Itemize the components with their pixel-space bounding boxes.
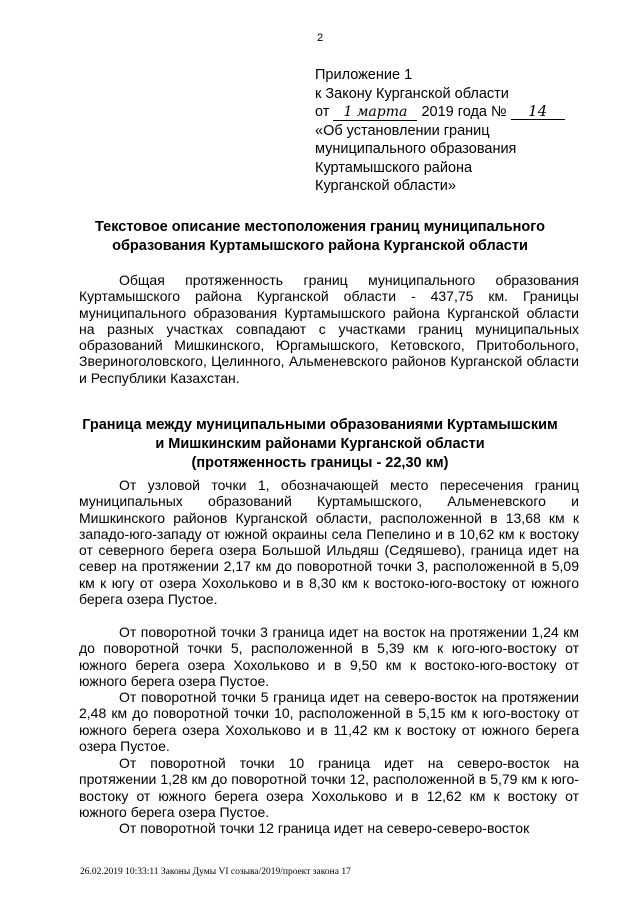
handwritten-date: 1 марта (333, 105, 417, 121)
appendix-line: муниципального образования (315, 141, 517, 157)
appendix-line: Куртамышского района (315, 159, 473, 176)
appendix-year-label: 2019 года № (421, 104, 507, 120)
document-title: Текстовое описание местоположения границ муниципального образования Куртамышского района Курганской области (95, 219, 545, 254)
page-number: 2 (316, 32, 324, 44)
appendix-line: Приложение 1 (315, 67, 413, 83)
boundary-paragraph: От поворотной точки 3 граница идет на восток на протяжении 1,24 км до поворотной точки 5, расположенной в 5,39 км к юго-юго-востоку от южного берега озера Хохольково и в 9,50 км к востоко-юго-востоку от южного берега озера Пустое. (79, 624, 579, 689)
boundary-paragraph: От поворотной точки 10 граница идет на северо-восток на протяжении 1,28 км до поворотной точки 12, расположенной в 5,79 км к юго-востоку от южного берега озера Хохольково и в 12,62 км к востоку от южного берега озера Пустое. (79, 755, 579, 820)
section-heading-line: и Мишкинским районами Курганской области (155, 436, 485, 452)
section-heading-line: (протяженность границы - 22,30 км) (191, 455, 449, 471)
appendix-from-label: от (315, 104, 330, 120)
section-heading-line: Граница между муниципальными образованиями Куртамышским (82, 417, 558, 433)
boundary-paragraph: От поворотной точки 5 граница идет на северо-восток на протяжении 2,48 км до поворотной точки 10, расположенной в 5,15 км к юго-востоку от южного берега озера Хохольково и в 11,42 км к востоку от южного берега озера Пустое. (79, 689, 579, 754)
appendix-date-line (315, 103, 565, 122)
section-heading (60, 416, 580, 473)
appendix-line: к Закону Курганской области (315, 85, 509, 102)
document-footer: 26.02.2019 10:33:11 Законы Думы VI созыва/2019/проект закона 17 (80, 867, 351, 877)
total-length-paragraph: Общая протяженность границ муниципального образования Куртамышского района Курганской области - 437,75 км. Границы муниципального образования Куртамышского района Курганской области на разных участках совпадают с участками границ муниципальных образований Мишкинского, Юргамышского, Кетовского, Притобольного, Звериноголовского, Целинного, Альменевского районов Курганской области и Республики Казахстан. (79, 272, 579, 386)
appendix-header (315, 66, 565, 196)
boundary-paragraph: От поворотной точки 12 граница идет на северо-северо-восток (119, 820, 530, 836)
appendix-line: «Об установлении границ (315, 122, 490, 139)
boundary-paragraph: От узловой точки 1, обозначающей место пересечения границ муниципальных образований Куртамышского, Альменевского и Мишкинского районов Курганской области, расположенной в 13,68 км к западо-юго-западу от южной окраины села Пепелино и в 10,62 км к востоку от северного берега озера Большой Ильдяш (Седяшево), граница идет на север на протяжении 2,17 км до поворотной точки 3, расположенной в 5,09 км к югу от озера Хохольково и в 8,30 км к востоко-юго-востоку от южного берега озера Пустое. (79, 477, 579, 608)
appendix-line: Курганской области» (315, 178, 456, 194)
handwritten-law-number: 14 (511, 104, 565, 120)
